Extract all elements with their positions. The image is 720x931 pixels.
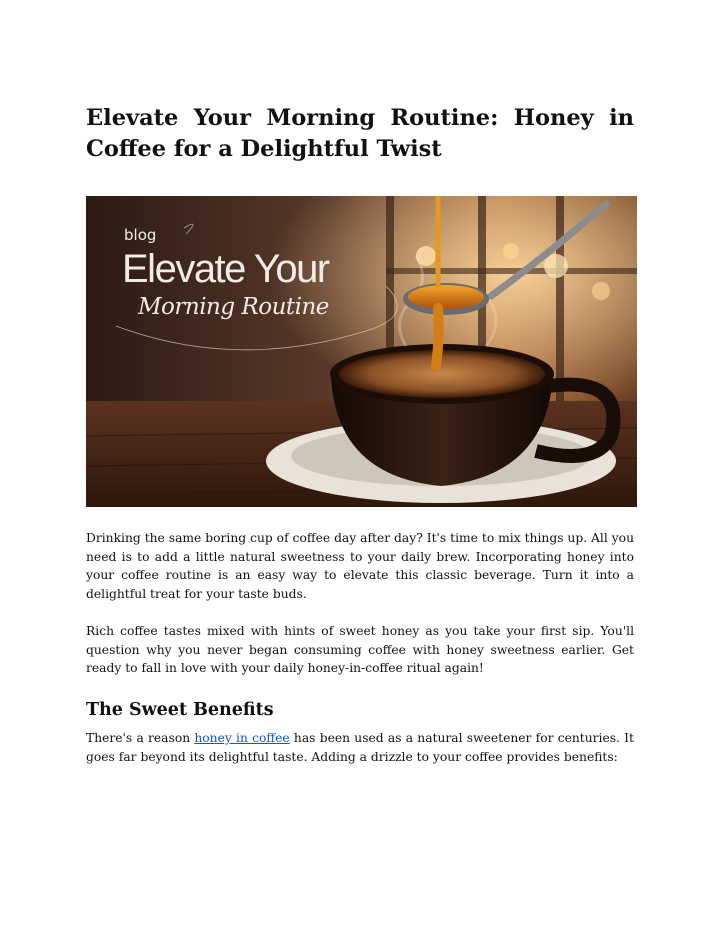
paragraph-intro: Drinking the same boring cup of coffee day after day? It's time to mix things up. All you need is to add a little natural sweetness to your daily brew. Incorporating honey into your coffee routine is an easy way to elevate this classic beverage. Turn it into a delightful treat for your taste buds. <box>86 531 634 601</box>
hero-overlay-small: blog <box>124 226 157 244</box>
article-title: Elevate Your Morning Routine: Honey in Coffee for a Delightful Twist <box>86 105 634 162</box>
hero-image <box>86 196 637 507</box>
paragraph-rich-coffee: Rich coffee tastes mixed with hints of sweet honey as you take your first sip. You'll question why you never began consuming coffee with honey sweetness earlier. Get ready to fall in love with your daily honey-in-coffee ritual again! <box>86 624 634 675</box>
honey-in-coffee-link[interactable]: honey in coffee <box>194 731 290 745</box>
benefits-text-before-link: There's a reason <box>86 731 195 745</box>
section-heading: The Sweet Benefits <box>86 700 274 720</box>
hero-overlay-script: Morning Routine <box>138 294 329 320</box>
hero-overlay-large: Elevate Your <box>122 247 329 291</box>
paragraph-benefits <box>86 729 634 766</box>
benefits-text-after-link: has been used as a natural sweetener for centuries. It goes far beyond its delightful taste. Adding a drizzle to your coffee provides benefits: <box>86 731 634 764</box>
